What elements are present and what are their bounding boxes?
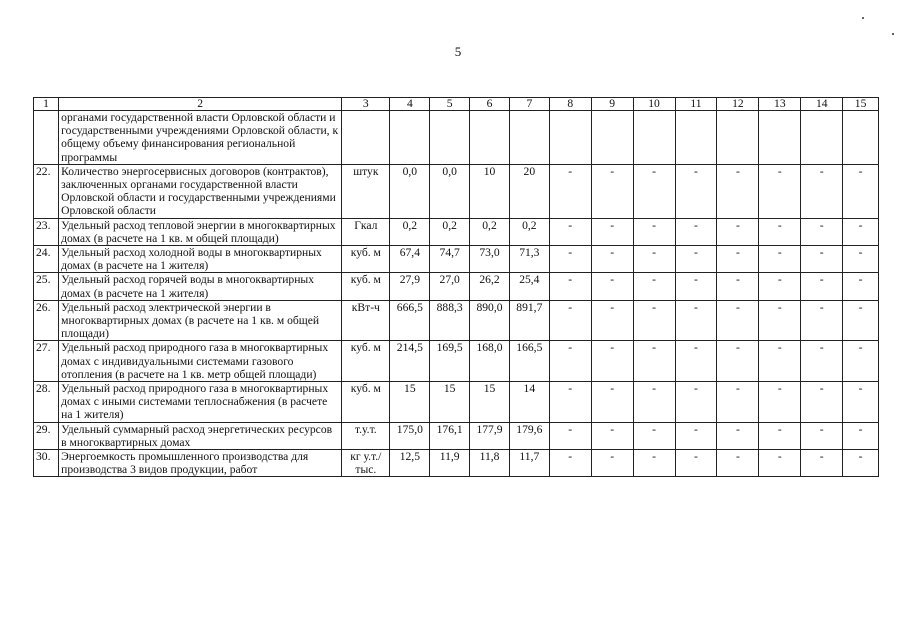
empty-year-value: - (549, 382, 591, 423)
empty-year-value: - (759, 164, 801, 218)
empty-year-value: - (633, 273, 675, 300)
empty-year-value: - (675, 300, 717, 341)
empty-year-value: - (549, 341, 591, 382)
empty-year-value: - (591, 450, 633, 477)
unit-of-measure: куб. м (342, 246, 390, 273)
indicator-value: 0,2 (509, 218, 549, 245)
empty-year-value: - (549, 300, 591, 341)
empty-year-value: - (633, 218, 675, 245)
indicator-value: 73,0 (470, 246, 510, 273)
indicator-value: 0,0 (430, 164, 470, 218)
indicator-value: 11,8 (470, 450, 510, 477)
indicator-value (470, 111, 510, 165)
empty-year-value: - (843, 273, 879, 300)
indicator-value: 20 (509, 164, 549, 218)
empty-year-value: - (591, 273, 633, 300)
empty-year-value: - (633, 164, 675, 218)
indicator-value: 168,0 (470, 341, 510, 382)
indicator-value: 176,1 (430, 422, 470, 449)
empty-year-value (633, 111, 675, 165)
indicator-value: 27,0 (430, 273, 470, 300)
empty-year-value: - (843, 422, 879, 449)
unit-of-measure: кг у.т./ тыс. (342, 450, 390, 477)
row-number: 29. (34, 422, 59, 449)
empty-year-value (759, 111, 801, 165)
empty-year-value: - (801, 273, 843, 300)
page-number: 5 (454, 44, 462, 59)
empty-year-value: - (675, 341, 717, 382)
empty-year-value: - (843, 164, 879, 218)
indicator-value: 177,9 (470, 422, 510, 449)
indicator-value: 179,6 (509, 422, 549, 449)
table-row (34, 300, 879, 341)
indicator-value: 0,2 (390, 218, 430, 245)
empty-year-value: - (843, 218, 879, 245)
empty-year-value: - (633, 450, 675, 477)
indicator-value: 169,5 (430, 341, 470, 382)
empty-year-value: - (801, 246, 843, 273)
indicator-value: 0,0 (390, 164, 430, 218)
column-number: 14 (801, 98, 843, 111)
indicator-description: Удельный суммарный расход энергетических ресурсов в многоквартирных домах (59, 422, 342, 449)
empty-year-value (843, 111, 879, 165)
empty-year-value: - (843, 450, 879, 477)
empty-year-value: - (549, 246, 591, 273)
empty-year-value: - (717, 382, 759, 423)
empty-year-value: - (717, 450, 759, 477)
empty-year-value: - (717, 218, 759, 245)
column-number: 5 (430, 98, 470, 111)
indicator-value: 888,3 (430, 300, 470, 341)
empty-year-value: - (675, 218, 717, 245)
empty-year-value: - (633, 382, 675, 423)
empty-year-value: - (801, 341, 843, 382)
unit-of-measure (342, 111, 390, 165)
table-row (34, 422, 879, 449)
unit-of-measure: куб. м (342, 273, 390, 300)
empty-year-value: - (843, 246, 879, 273)
empty-year-value: - (843, 300, 879, 341)
column-number: 6 (470, 98, 510, 111)
table-row (34, 273, 879, 300)
empty-year-value: - (759, 218, 801, 245)
row-number: 22. (34, 164, 59, 218)
table-row (34, 246, 879, 273)
column-number: 1 (34, 98, 59, 111)
empty-year-value: - (591, 422, 633, 449)
column-number: 13 (759, 98, 801, 111)
indicators-table (33, 97, 879, 477)
indicator-value: 214,5 (390, 341, 430, 382)
indicator-value: 175,0 (390, 422, 430, 449)
row-number (34, 111, 59, 165)
empty-year-value: - (801, 164, 843, 218)
empty-year-value: - (591, 218, 633, 245)
empty-year-value: - (759, 300, 801, 341)
table-row (34, 164, 879, 218)
column-number: 12 (717, 98, 759, 111)
indicator-value: 890,0 (470, 300, 510, 341)
column-number: 3 (342, 98, 390, 111)
column-number: 8 (549, 98, 591, 111)
indicator-value: 67,4 (390, 246, 430, 273)
empty-year-value: - (675, 450, 717, 477)
table-row (34, 382, 879, 423)
empty-year-value: - (591, 246, 633, 273)
indicator-value: 71,3 (509, 246, 549, 273)
empty-year-value: - (801, 382, 843, 423)
indicator-value: 11,7 (509, 450, 549, 477)
empty-year-value: - (675, 273, 717, 300)
empty-year-value: - (717, 246, 759, 273)
indicator-description: Удельный расход холодной воды в многоквартирных домах (в расчете на 1 жителя) (59, 246, 342, 273)
indicator-value: 27,9 (390, 273, 430, 300)
empty-year-value: - (633, 422, 675, 449)
row-number: 25. (34, 273, 59, 300)
empty-year-value: - (759, 422, 801, 449)
empty-year-value: - (591, 341, 633, 382)
unit-of-measure: куб. м (342, 382, 390, 423)
column-number-header-row (34, 98, 879, 111)
empty-year-value: - (549, 164, 591, 218)
empty-year-value (717, 111, 759, 165)
row-number: 24. (34, 246, 59, 273)
empty-year-value: - (675, 164, 717, 218)
table-row (34, 111, 879, 165)
unit-of-measure: т.у.т. (342, 422, 390, 449)
indicator-value: 15 (470, 382, 510, 423)
indicator-value: 12,5 (390, 450, 430, 477)
indicator-value: 15 (390, 382, 430, 423)
unit-of-measure: куб. м (342, 341, 390, 382)
indicator-value: 26,2 (470, 273, 510, 300)
row-number: 30. (34, 450, 59, 477)
indicator-value (509, 111, 549, 165)
indicator-description: Удельный расход природного газа в многоквартирных домах с иными системами теплоснабжения (в расчете на 1 жителя) (59, 382, 342, 423)
row-number: 27. (34, 341, 59, 382)
indicator-value: 74,7 (430, 246, 470, 273)
empty-year-value: - (801, 450, 843, 477)
indicator-description: Количество энергосервисных договоров (контрактов), заключенных органами государственной власти Орловской области и государственными учреждениями Орловской области (59, 164, 342, 218)
empty-year-value: - (549, 218, 591, 245)
empty-year-value: - (759, 341, 801, 382)
unit-of-measure: кВт-ч (342, 300, 390, 341)
column-number: 15 (843, 98, 879, 111)
indicator-value: 11,9 (430, 450, 470, 477)
column-number: 7 (509, 98, 549, 111)
empty-year-value: - (549, 273, 591, 300)
empty-year-value: - (633, 300, 675, 341)
column-number: 9 (591, 98, 633, 111)
indicator-value: 666,5 (390, 300, 430, 341)
column-number: 11 (675, 98, 717, 111)
scan-speck (892, 33, 894, 35)
empty-year-value: - (759, 450, 801, 477)
empty-year-value: - (717, 164, 759, 218)
indicator-description: Удельный расход природного газа в многоквартирных домах с индивидуальными системами газового отопления (в расчете на 1 кв. метр общей площади) (59, 341, 342, 382)
indicator-description: органами государственной власти Орловской области и государственными учреждениями Орловской области, к общему объему финансирования региональной программы (59, 111, 342, 165)
empty-year-value: - (801, 300, 843, 341)
indicator-description: Удельный расход электрической энергии в многоквартирных домах (в расчете на 1 кв. м общей площади) (59, 300, 342, 341)
row-number: 28. (34, 382, 59, 423)
empty-year-value: - (717, 273, 759, 300)
empty-year-value: - (549, 450, 591, 477)
indicator-value: 14 (509, 382, 549, 423)
indicator-description: Удельный расход тепловой энергии в многоквартирных домах (в расчете на 1 кв. м общей площади) (59, 218, 342, 245)
empty-year-value: - (591, 164, 633, 218)
unit-of-measure: штук (342, 164, 390, 218)
indicator-value: 15 (430, 382, 470, 423)
indicator-value: 0,2 (470, 218, 510, 245)
indicator-value (390, 111, 430, 165)
empty-year-value (549, 111, 591, 165)
column-number: 2 (59, 98, 342, 111)
empty-year-value: - (549, 422, 591, 449)
empty-year-value: - (843, 382, 879, 423)
column-number: 10 (633, 98, 675, 111)
empty-year-value: - (675, 422, 717, 449)
indicator-value: 0,2 (430, 218, 470, 245)
indicator-description: Энергоемкость промышленного производства для производства 3 видов продукции, работ (59, 450, 342, 477)
indicator-value: 25,4 (509, 273, 549, 300)
empty-year-value: - (591, 300, 633, 341)
table-row (34, 450, 879, 477)
empty-year-value: - (759, 382, 801, 423)
empty-year-value (801, 111, 843, 165)
empty-year-value: - (759, 246, 801, 273)
empty-year-value: - (591, 382, 633, 423)
indicator-description: Удельный расход горячей воды в многоквартирных домах (в расчете на 1 жителя) (59, 273, 342, 300)
empty-year-value (591, 111, 633, 165)
unit-of-measure: Гкал (342, 218, 390, 245)
empty-year-value: - (717, 422, 759, 449)
empty-year-value: - (675, 382, 717, 423)
row-number: 23. (34, 218, 59, 245)
empty-year-value: - (633, 246, 675, 273)
indicator-value: 891,7 (509, 300, 549, 341)
empty-year-value: - (717, 341, 759, 382)
empty-year-value (675, 111, 717, 165)
indicator-value (430, 111, 470, 165)
empty-year-value: - (801, 218, 843, 245)
row-number: 26. (34, 300, 59, 341)
table-row (34, 218, 879, 245)
empty-year-value: - (633, 341, 675, 382)
empty-year-value: - (759, 273, 801, 300)
indicator-value: 166,5 (509, 341, 549, 382)
table-row (34, 341, 879, 382)
indicator-value: 10 (470, 164, 510, 218)
empty-year-value: - (843, 341, 879, 382)
empty-year-value: - (717, 300, 759, 341)
empty-year-value: - (675, 246, 717, 273)
scan-speck (862, 17, 864, 19)
column-number: 4 (390, 98, 430, 111)
empty-year-value: - (801, 422, 843, 449)
